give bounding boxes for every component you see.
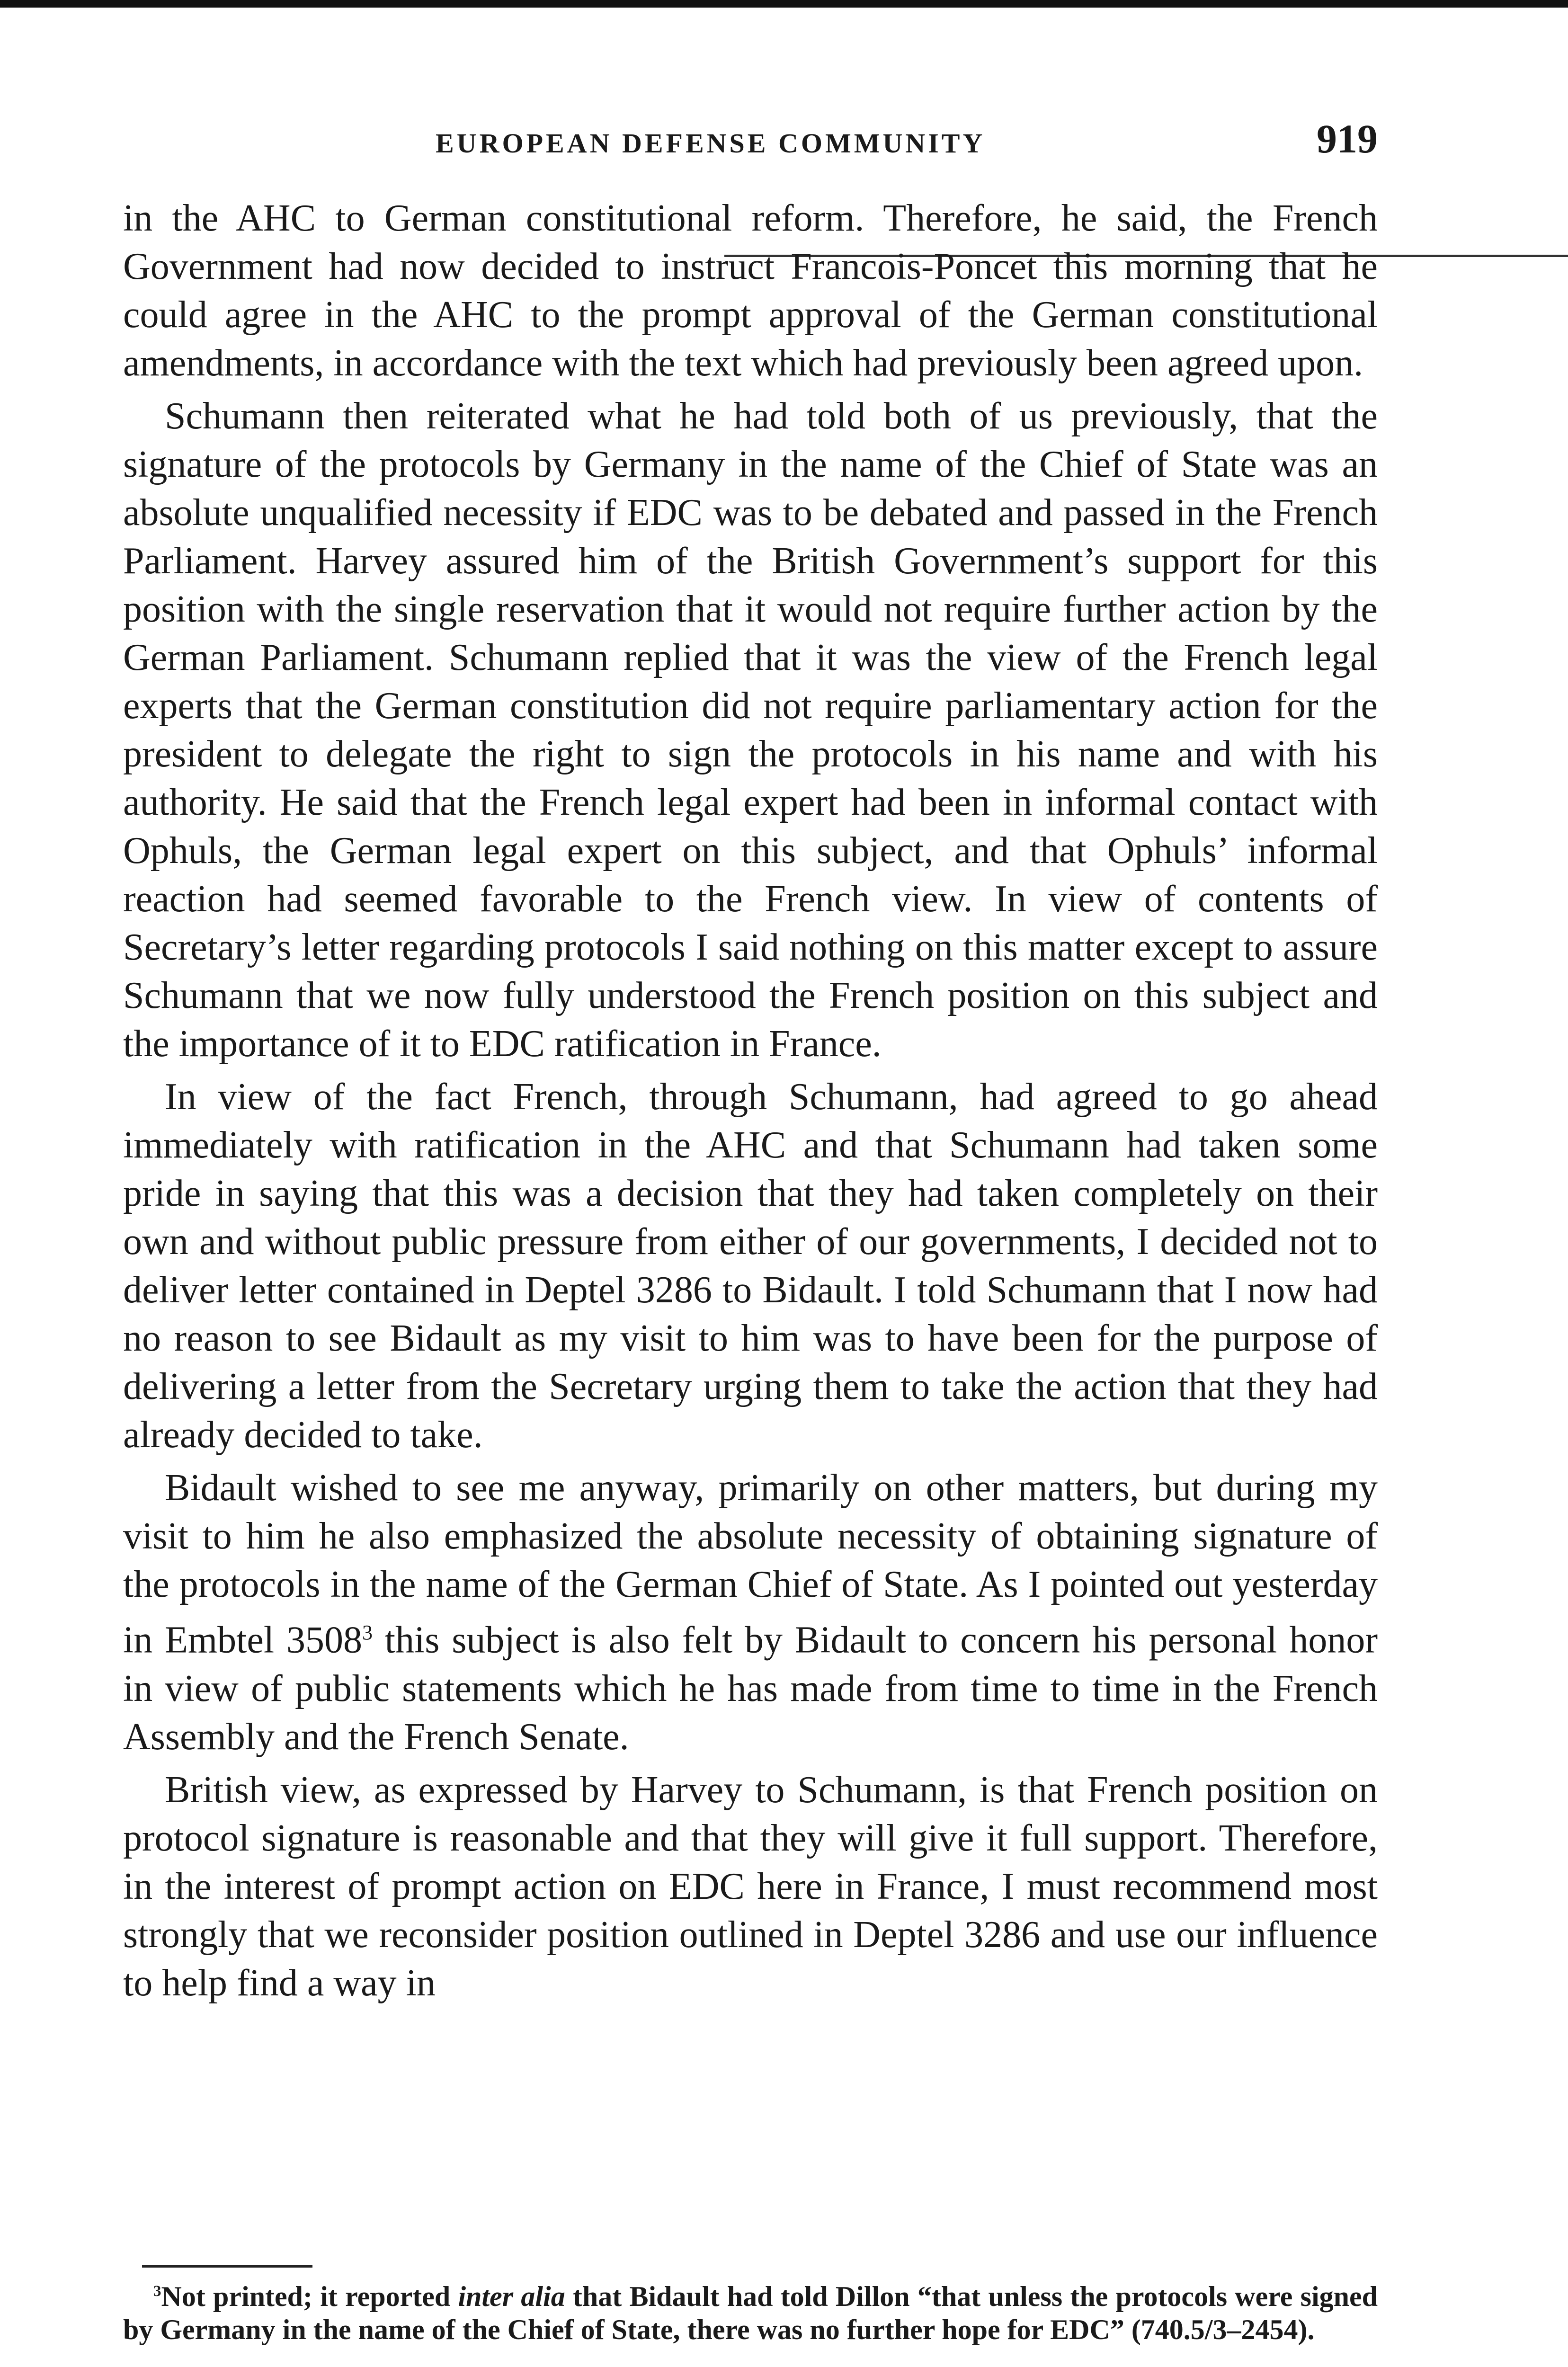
paragraph-4-text-after: this subject is also felt by Bidault to concern his personal honor in view of public statements which he has made from time to time in the French Assembly and the French Senate. [123, 1619, 1378, 1758]
footnote-3 [123, 2275, 1378, 2346]
paragraph-4-text-before: Bidault wished to see me anyway, primarily on other matters, but during my visit to him he also emphasized the absolute necessity of obtaining signature of the protocols in the name of the German Chief of State. As I pointed out yesterday in Embtel 3508 [123, 1467, 1378, 1661]
footnote-italic-phrase: inter alia [458, 2281, 565, 2312]
footnote-rule [142, 2265, 312, 2268]
paragraph-3: In view of the fact French, through Schumann, had agreed to go ahead immediately with ratification in the AHC and that Schumann had taken some pride in saying that this was a decision that they had taken completely on their own and without public pressure from either of our governments, I decided not to deliver letter contained in Deptel 3286 to Bidault. I told Schumann that I now had no reason to see Bidault as my visit to him was to have been for the purpose of delivering a letter from the Secretary urging them to take the action that they had already decided to take. [123, 1076, 1378, 1456]
page-header [123, 116, 1378, 168]
page-top-border [0, 0, 1568, 8]
paragraph-2: Schumann then reiterated what he had told both of us previously, that the signature of the protocols by Germany in the name of the Chief of State was an absolute unqualified necessity if EDC was to be debated and passed in the French Parliament. Harvey assured him of the British Government’s support for this position with the single reservation that it would not require further action by the German Parliament. Schumann replied that it was the view of the French legal experts that the German constitution did not require parliamentary action for the president to delegate the right to sign the protocols in his name and with his authority. He said that the French legal expert had been in informal contact with Ophuls, the German legal expert on this subject, and that Ophuls’ informal reaction had seemed favorable to the French view. In view of contents of Secretary’s letter regarding protocols I said nothing on this matter except to assure Schumann that we now fully understood the French position on this subject and the importance of it to EDC ratification in France. [123, 395, 1378, 1065]
footnote-text-before: Not printed; it reported [161, 2281, 458, 2312]
body-text [123, 194, 1378, 2012]
running-title: EUROPEAN DEFENSE COMMUNITY [436, 128, 986, 159]
footnote-text-after: that Bidault had told Dillon “that unless the protocols were signed by Germany in the name of the Chief of State, there was no further hope for EDC” (740.5/3–2454). [123, 2281, 1378, 2345]
paragraph-1: in the AHC to German constitutional reform. Therefore, he said, the French Government had now decided to instruct Francois-Poncet this morning that he could agree in the AHC to the prompt approval of the German constitutional amendments, in accordance with the text which had previously been agreed upon. [123, 197, 1378, 384]
footnote-marker: 3 [153, 2283, 161, 2300]
paragraph-4 [123, 1464, 1378, 1761]
paragraph-5: British view, as expressed by Harvey to Schumann, is that French position on protocol signature is reasonable and that they will give it full support. Therefore, in the interest of prompt action on EDC here in France, I must recommend most strongly that we reconsider position outlined in Deptel 3286 and use our influence to help find a way in [123, 1769, 1378, 2004]
page-number: 919 [1317, 116, 1378, 161]
footnote-reference: 3 [362, 1621, 373, 1644]
